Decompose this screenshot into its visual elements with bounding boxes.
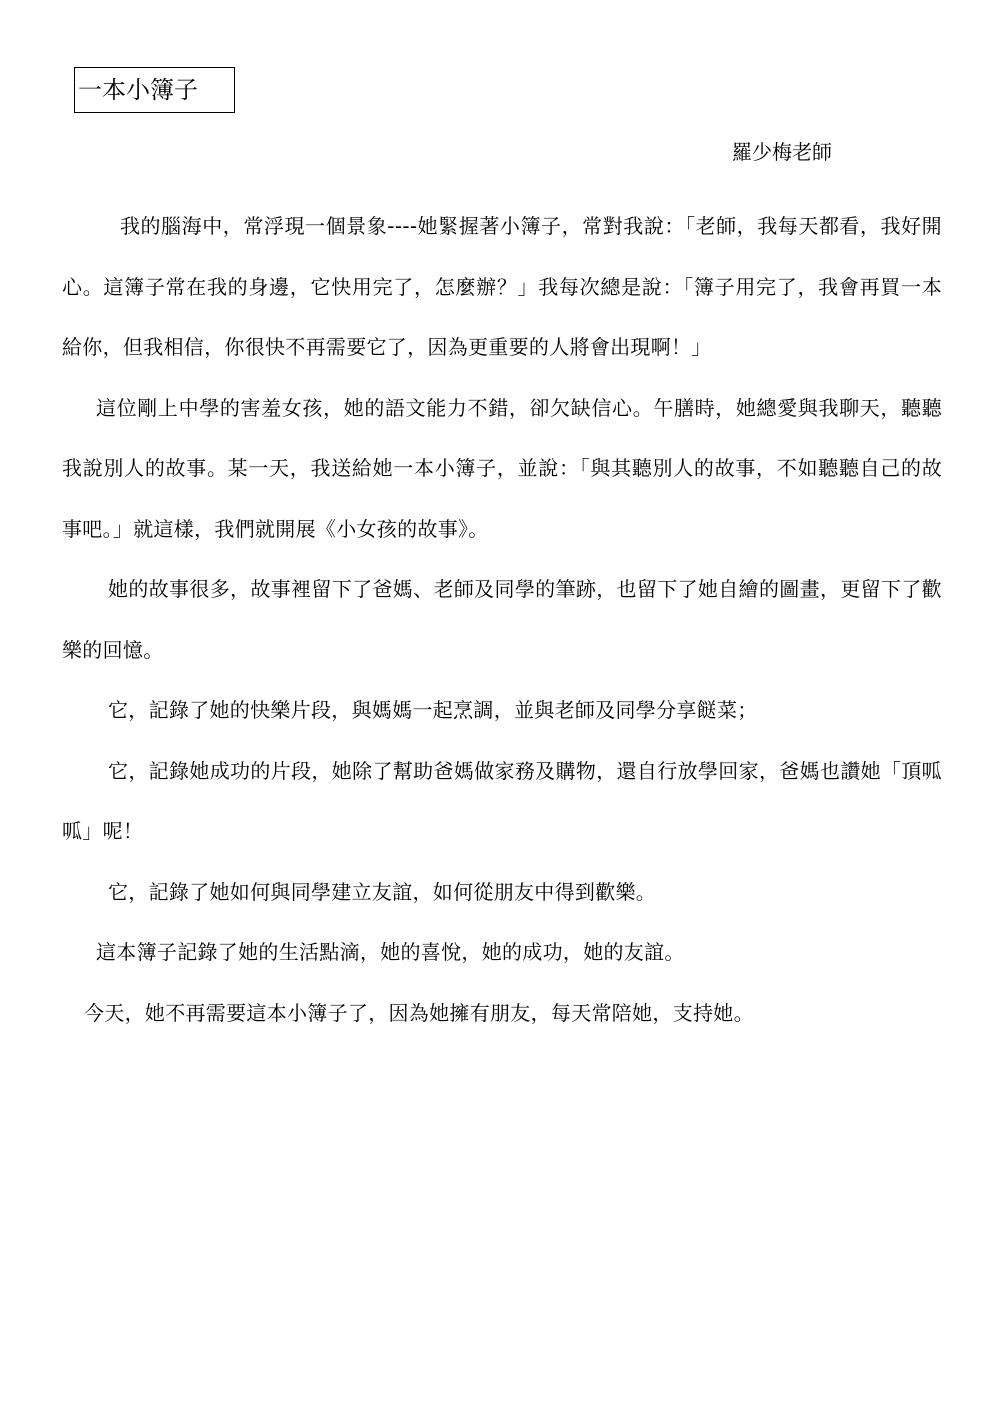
paragraph-7: 這本簿子記錄了她的生活點滴，她的喜悅，她的成功，她的友誼。 — [96, 940, 685, 964]
paragraph-2: 這位剛上中學的害羞女孩，她的語文能力不錯，卻欠缺信心。午膳時，她總愛與我聊天，聽聽我說別人的故事。某一天，我送給她一本小簿子，並說：「與其聽別人的故事，不如聽聽自己的故事吧。」就這樣，我們就開展《小女孩的故事》。 — [62, 395, 942, 541]
paragraph-5: 它，記錄她成功的片段，她除了幫助爸媽做家務及購物，還自行放學回家，爸媽也讚她「頂呱呱」呢！ — [62, 758, 942, 843]
document-title: 一本小簿子 — [74, 67, 235, 113]
paragraph-8: 今天，她不再需要這本小簿子了，因為她擁有朋友，每天常陪她，支持她。 — [84, 1000, 754, 1025]
paragraph-6: 它，記錄了她如何與同學建立友誼，如何從朋友中得到歡樂。 — [108, 879, 657, 904]
essay-body — [62, 196, 942, 1043]
author-name: 羅少梅老師 — [732, 140, 832, 164]
paragraph-4: 它，記錄了她的快樂片段，與媽媽一起烹調，並與老師及同學分享餸菜； — [108, 698, 758, 722]
paragraph-3: 她的故事很多，故事裡留下了爸媽、老師及同學的筆跡，也留下了她自繪的圖畫，更留下了歡樂的回憶。 — [62, 577, 942, 662]
paragraph-1: 我的腦海中，常浮現一個景象----她緊握著小簿子，常對我說：「老師，我每天都看，我好開心。這簿子常在我的身邊，它快用完了，怎麼辦？」我每次總是說：「簿子用完了，我會再買一本給你，但我相信，你很快不再需要它了，因為更重要的人將會出現啊！」 — [62, 214, 942, 359]
